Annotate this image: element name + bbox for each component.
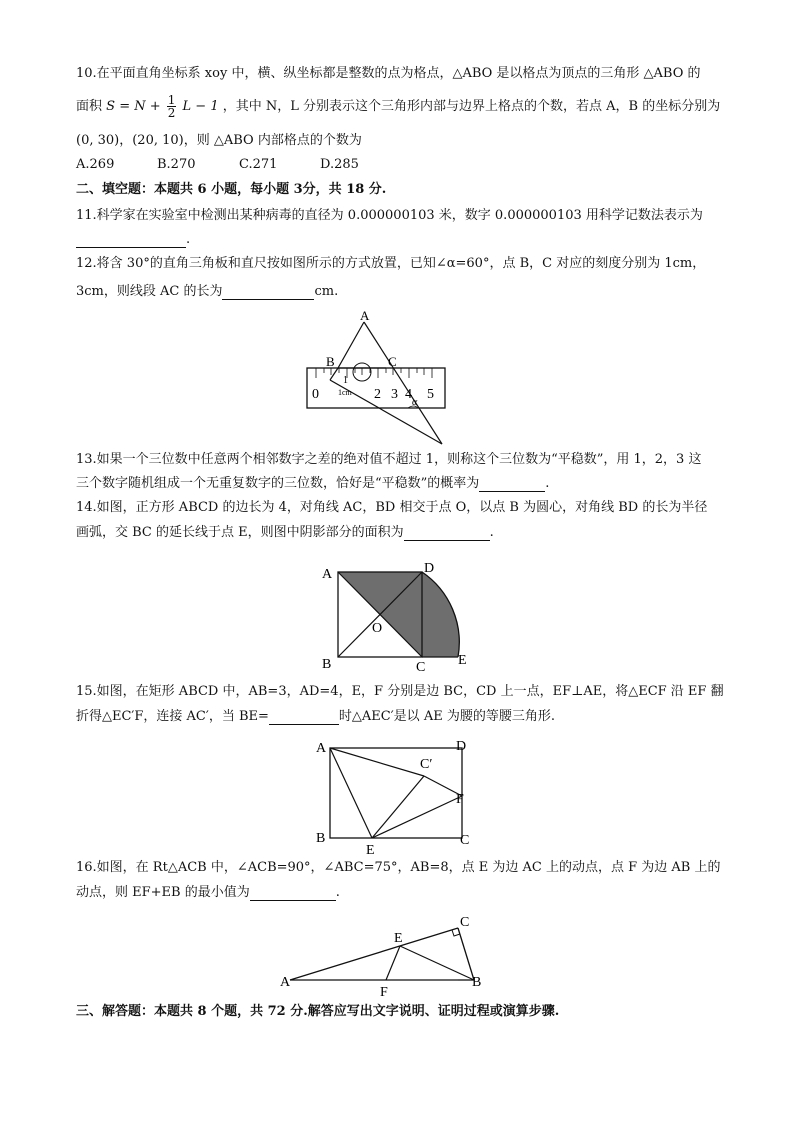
tick-4: 4 <box>405 387 412 402</box>
q12-line2 <box>76 284 338 300</box>
q14-figure <box>312 556 487 675</box>
q12-line1: 12.将含 30°的直角三角板和直尺按如图所示的方式放置，已知∠α=60°，点 B，C 对应的刻度分别为 1cm， <box>76 256 706 271</box>
label-d: D <box>456 739 467 754</box>
label-a: A <box>316 741 327 756</box>
q10-line2 <box>76 94 720 119</box>
section3-heading: 三、解答题：本题共 8 个题，共 72 分.解答应写出文字说明、证明过程或演算步骤. <box>76 1004 560 1019</box>
label-c-prime: C′ <box>420 757 433 772</box>
tick-5: 5 <box>427 387 434 402</box>
q15-line1: 15.如图，在矩形 ABCD 中，AB=3，AD=4，E，F 分别是边 BC，CD 上一点，EF⊥AE，将△ECF 沿 EF 翻 <box>76 684 724 699</box>
q10-frac-num: 1 <box>167 93 176 107</box>
label-c: C <box>460 915 470 930</box>
label-b: B <box>472 975 482 990</box>
q14-line2 <box>76 525 494 541</box>
label-o: O <box>372 621 383 636</box>
shaded-sector <box>422 572 459 657</box>
label-a: A <box>360 308 370 323</box>
segment-cb <box>458 928 474 980</box>
rectangle-abcd <box>330 748 462 838</box>
label-d: D <box>424 561 435 576</box>
q13-line2-text: 三个数字随机组成一个无重复数字的三位数，恰好是“平稳数”的概率为 <box>76 476 480 491</box>
segment-ec-prime <box>372 776 424 838</box>
label-b: B <box>326 354 335 369</box>
section2-heading: 二、填空题：本题共 6 小题，每小题 3分，共 18 分. <box>76 182 387 197</box>
alpha-label: α <box>412 397 418 408</box>
label-e: E <box>394 931 403 946</box>
q10-line2-text: ，其中 N，L 分别表示这个三角形内部与边界上格点的个数，若点 A，B 的坐标分别为 <box>222 99 721 114</box>
q10-option-a: A.269 <box>76 157 115 172</box>
q16-line1: 16.如图，在 Rt△ACB 中，∠ACB=90°，∠ABC=75°，AB=8，点 E 为边 AC 上的动点，点 F 为边 AB 上的 <box>76 860 721 875</box>
q15-figure <box>308 736 478 858</box>
tick-0: 0 <box>312 387 319 402</box>
q10-area-label: 面积 <box>76 99 103 114</box>
q15-line2 <box>76 709 555 725</box>
q10-option-b: B.270 <box>157 157 196 172</box>
q10-fraction <box>167 94 177 119</box>
q16-answer-blank[interactable] <box>250 888 336 901</box>
segment-ef <box>372 796 462 838</box>
segment-ef <box>386 946 400 980</box>
q14-end: . <box>489 525 494 540</box>
q13-line2 <box>76 476 549 492</box>
q10-option-c: C.271 <box>239 157 278 172</box>
q16-end: . <box>335 885 340 900</box>
q14-line2-text: 画弧，交 BC 的延长线于点 E，则图中阴影部分的面积为 <box>76 525 404 540</box>
q10-formula-post: L − 1 <box>182 99 219 114</box>
q16-line2 <box>76 885 340 901</box>
q11-answer-blank[interactable] <box>76 235 186 248</box>
q16-line2-text: 动点，则 EF+EB 的最小值为 <box>76 885 250 900</box>
label-a: A <box>322 567 333 582</box>
q11-line2 <box>76 232 190 248</box>
q12-line2-text: 3cm，则线段 AC 的长为 <box>76 284 223 299</box>
triangle-side-a-long <box>364 322 442 444</box>
q10-frac-den: 2 <box>167 106 176 120</box>
label-c: C <box>388 354 397 369</box>
tick-2: 2 <box>374 387 381 402</box>
q16-figure <box>280 908 500 998</box>
segment-ac <box>290 928 458 980</box>
tick-3: 3 <box>391 387 398 402</box>
q10-option-d: D.285 <box>320 157 359 172</box>
q13-line1: 13.如果一个三位数中任意两个相邻数字之差的绝对值不超过 1，则称这个三位数为“平稳数”，用 1，2，3 这 <box>76 452 702 467</box>
q12-unit: cm. <box>314 284 339 299</box>
ruler-ticks <box>316 368 432 378</box>
segment-ac-prime <box>330 748 424 776</box>
q10-line1: 10.在平面直角坐标系 xoy 中，横、纵坐标都是整数的点为格点，△ABO 是以格点为顶点的三角形 △ABO 的 <box>76 66 701 81</box>
q13-end: . <box>545 476 550 491</box>
segment-eb <box>400 946 474 980</box>
q12-figure <box>300 308 450 448</box>
q15-line2-text: 折得△EC′F，连接 AC′，当 BE= <box>76 709 269 724</box>
q11-end: . <box>186 232 191 247</box>
label-e: E <box>458 653 467 668</box>
q10-line3: (0, 30)，(20, 10)，则 △ABO 内部格点的个数为 <box>76 133 362 148</box>
label-b: B <box>322 657 332 672</box>
tick-1: 1 <box>343 375 348 386</box>
q13-answer-blank[interactable] <box>479 479 545 492</box>
unit-label: 1cm <box>338 388 352 397</box>
q14-line1: 14.如图，正方形 ABCD 的边长为 4，对角线 AC，BD 相交于点 O，以点 B 为圆心，对角线 BD 的长为半径 <box>76 500 708 515</box>
q15-answer-blank[interactable] <box>269 712 339 725</box>
q11-line1: 11.科学家在实验室中检测出某种病毒的直径为 0.000000103 米，数字 0.000000103 用科学记数法表示为 <box>76 208 703 223</box>
q15-line2-end: 时△AEC′是以 AE 为腰的等腰三角形. <box>338 709 555 724</box>
label-e: E <box>366 843 375 858</box>
q10-formula-pre: S = N + <box>106 99 161 114</box>
label-a: A <box>280 975 291 990</box>
q14-answer-blank[interactable] <box>404 528 490 541</box>
label-c: C <box>416 660 426 675</box>
segment-ae <box>330 748 372 838</box>
label-f: F <box>380 985 388 1000</box>
q12-answer-blank[interactable] <box>222 287 314 300</box>
label-c: C <box>460 833 470 848</box>
label-b: B <box>316 831 326 846</box>
label-f: F <box>456 792 464 807</box>
